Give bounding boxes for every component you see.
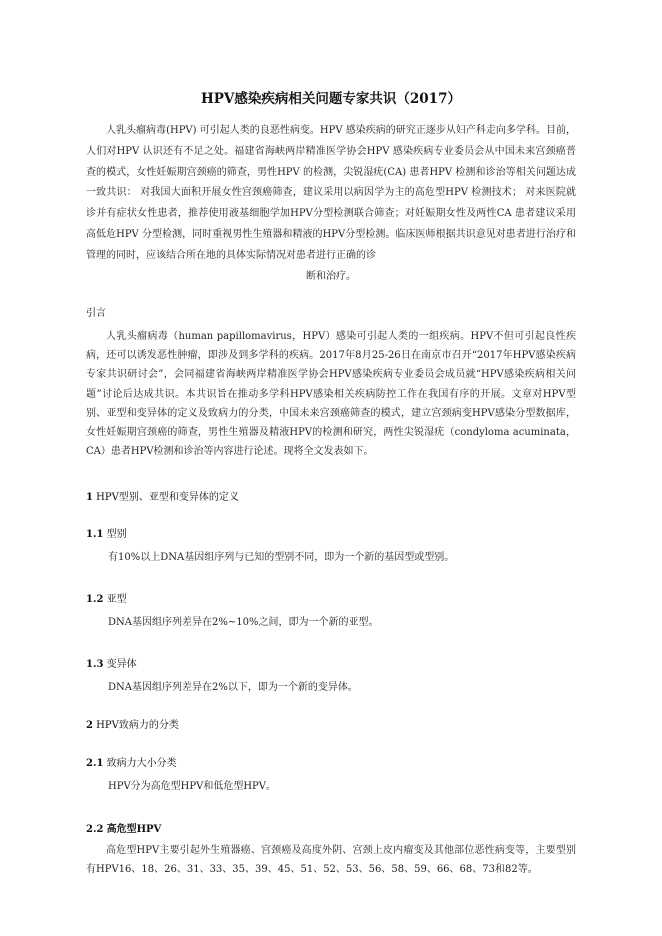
section-number: 1.2 bbox=[86, 594, 104, 605]
section-title: 亚型 bbox=[106, 594, 127, 605]
section-1-1 bbox=[86, 525, 576, 563]
section-number: 1 bbox=[86, 492, 93, 503]
section-title: 致病力大小分类 bbox=[106, 758, 177, 769]
section-number: 1.3 bbox=[86, 659, 104, 670]
abstract bbox=[86, 121, 576, 287]
section-1-3 bbox=[86, 655, 576, 693]
intro-section bbox=[86, 304, 576, 461]
section-number: 2.2 bbox=[86, 824, 104, 835]
section-title: 高危型HPV bbox=[106, 824, 162, 835]
section-text: 高危型HPV主要引起外生殖器癌、宫颈癌及高度外阴、宫颈上皮内瘤变及其他部位恶性病变等，主要型别有HPV16、18、26、31、33、35、39、45、51、52、53、56、58、59、66、68、73和82等。 bbox=[86, 845, 576, 876]
section-2-heading bbox=[86, 716, 576, 731]
section-title: HPV型别、亚型和变异体的定义 bbox=[96, 492, 239, 503]
section-number: 2.1 bbox=[86, 758, 104, 769]
intro-paragraph: 人乳头瘤病毒（human papillomavirus，HPV）感染可引起人类的一组疾病。HPV不但可引起良性疾病，还可以诱发恶性肿瘤，即涉及到多学科的疾病。2017年8月25-26日在南京市召开“2017年HPV感染疾病专家共识研讨会”，会同福建省海峡两岸精准医学协会HPV感染疾病专业委员会成员就“HPV感染疾病相关问题”讨论后达成共识。本共识旨在推动多学科HPV感染相关疾病防控工作在我国有序的开展。文章对HPV型别、亚型和变异体的定义及致病力的分类，中国未来宫颈癌筛查的模式，建立宫颈病变HPV感染分型数据库，女性妊娠期宫颈癌的筛查，男性生殖器及精液HPV的检测和研究，两性尖锐湿疣（condyloma acuminata，CA）患者HPV检测和诊治等内容进行论述。现将全文发表如下。 bbox=[86, 331, 576, 458]
section-text: HPV分为高危型HPV和低危型HPV。 bbox=[108, 781, 277, 792]
section-text: DNA基因组序列差异在2%以下，即为一个新的变异体。 bbox=[108, 682, 358, 693]
section-text: 有10%以上DNA基因组序列与已知的型别不同，即为一个新的基因型或型别。 bbox=[108, 552, 455, 563]
section-title: 型别 bbox=[106, 529, 127, 540]
section-2-1 bbox=[86, 754, 576, 792]
section-number: 2 bbox=[86, 720, 93, 731]
section-number: 1.1 bbox=[86, 529, 104, 540]
section-1-heading bbox=[86, 488, 576, 503]
section-text: DNA基因组序列差异在2%~10%之间，即为一个新的亚型。 bbox=[108, 617, 379, 628]
section-title: HPV致病力的分类 bbox=[96, 720, 179, 731]
intro-heading: 引言 bbox=[86, 308, 106, 319]
section-2-2 bbox=[86, 820, 576, 879]
section-title: 变异体 bbox=[106, 659, 137, 670]
abstract-last-line: 断和治疗。 bbox=[306, 270, 356, 282]
abstract-text: 人乳头瘤病毒(HPV) 可引起人类的良恶性病变。HPV 感染疾病的研究正逐步从妇产科走向多学科。目前，人们对HPV 认识还有不足之处。福建省海峡两岸精准医学协会HPV 感染疾病专业委员会从中国未来宫颈癌普查的模式，女性妊娠期宫颈癌的筛查，男性HPV 的检测，尖锐湿疣(CA) 患者HPV 检测和诊治等相关问题达成一致共识： 对我国大面积开展女性宫颈癌筛查，建议采用以病因学为主的高危型HPV 检测技术； 对来医院就诊并有症状女性患者，推荐使用液基细胞学加HPV分型检测联合筛查；对妊娠期女性及两性CA 患者建议采用高低危HPV 分型检测，同时重视男性生殖器和精液的HPV分型检测。临床医师根据共识意见对患者进行治疗和管理的同时，应该结合所在地的具体实际情况对患者进行正确的诊 bbox=[86, 125, 576, 261]
section-1-2 bbox=[86, 590, 576, 628]
document-title: HPV感染疾病相关问题专家共识（2017） bbox=[201, 91, 461, 107]
